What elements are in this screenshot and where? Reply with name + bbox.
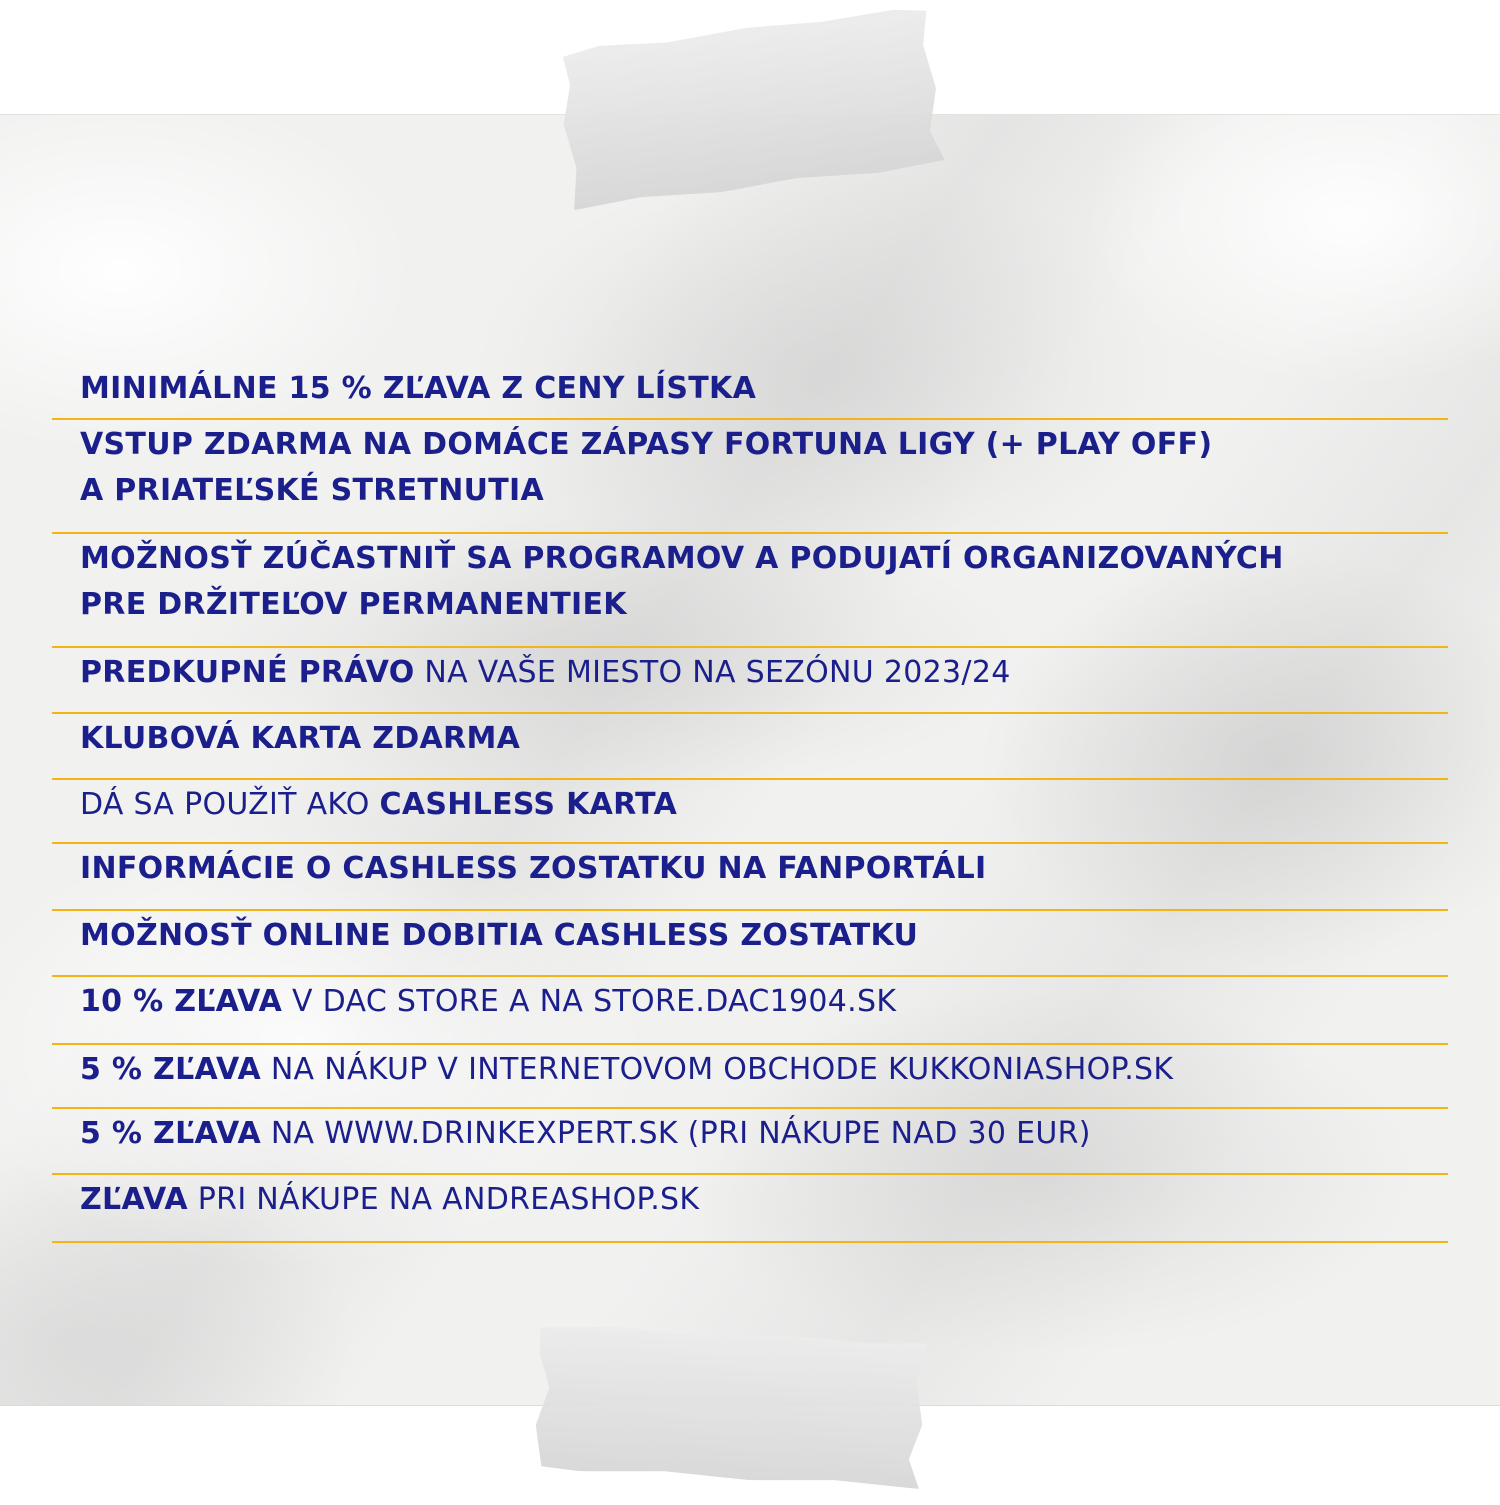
benefit-text: NA NÁKUP V INTERNETOVOM OBCHODE KUKKONIASHOP.SK (260, 1052, 1174, 1087)
benefit-text: KLUBOVÁ KARTA ZDARMA (80, 721, 521, 756)
benefits-list (52, 364, 1448, 1243)
benefit-text: MOŽNOSŤ ZÚČASTNIŤ SA PROGRAMOV A PODUJATÍ ORGANIZOVANÝCH (80, 541, 1284, 576)
benefit-item-9 (52, 977, 1448, 1045)
benefit-text: NA WWW.DRINKEXPERT.SK (PRI NÁKUPE NAD 30 EUR) (260, 1116, 1091, 1151)
benefit-text: V DAC STORE A NA STORE.DAC1904.SK (282, 984, 897, 1019)
benefit-item-8 (52, 911, 1448, 977)
benefit-item-5 (52, 714, 1448, 780)
benefit-item-1 (52, 364, 1448, 420)
benefit-item-11 (52, 1109, 1448, 1175)
benefit-text: VSTUP ZDARMA NA DOMÁCE ZÁPASY FORTUNA LIGY (+ PLAY OFF) (80, 427, 1213, 462)
benefit-text: MOŽNOSŤ ONLINE DOBITIA CASHLESS ZOSTATKU (80, 918, 919, 953)
benefit-highlight: PREDKUPNÉ PRÁVO (80, 655, 415, 690)
benefit-item-3 (52, 534, 1448, 648)
benefit-text: INFORMÁCIE O CASHLESS ZOSTATKU NA FANPORTÁLI (80, 851, 987, 886)
benefit-item-7 (52, 844, 1448, 911)
benefit-highlight: ZĽAVA (80, 1182, 188, 1217)
benefit-text: A PRIATEĽSKÉ STRETNUTIA (80, 473, 545, 508)
benefit-text: NA VAŠE MIESTO NA SEZÓNU 2023/24 (414, 655, 1011, 690)
benefit-item-4 (52, 648, 1448, 714)
benefit-text: MINIMÁLNE 15 % ZĽAVA Z CENY LÍSTKA (80, 371, 757, 406)
benefit-highlight: 10 % ZĽAVA (80, 984, 283, 1019)
benefit-item-2 (52, 420, 1448, 534)
benefit-highlight: 5 % ZĽAVA (80, 1052, 261, 1087)
benefit-item-10 (52, 1045, 1448, 1109)
benefit-text: PRE DRŽITEĽOV PERMANENTIEK (80, 587, 627, 622)
benefit-highlight: CASHLESS KARTA (379, 787, 678, 822)
benefit-item-6 (52, 780, 1448, 844)
benefit-text: PRI NÁKUPE NA ANDREASHOP.SK (187, 1182, 700, 1217)
benefit-highlight: 5 % ZĽAVA (80, 1116, 261, 1151)
benefit-text: DÁ SA POUŽIŤ AKO (80, 787, 380, 822)
benefit-item-12 (52, 1175, 1448, 1243)
tape-strip-bottom (533, 1323, 926, 1489)
